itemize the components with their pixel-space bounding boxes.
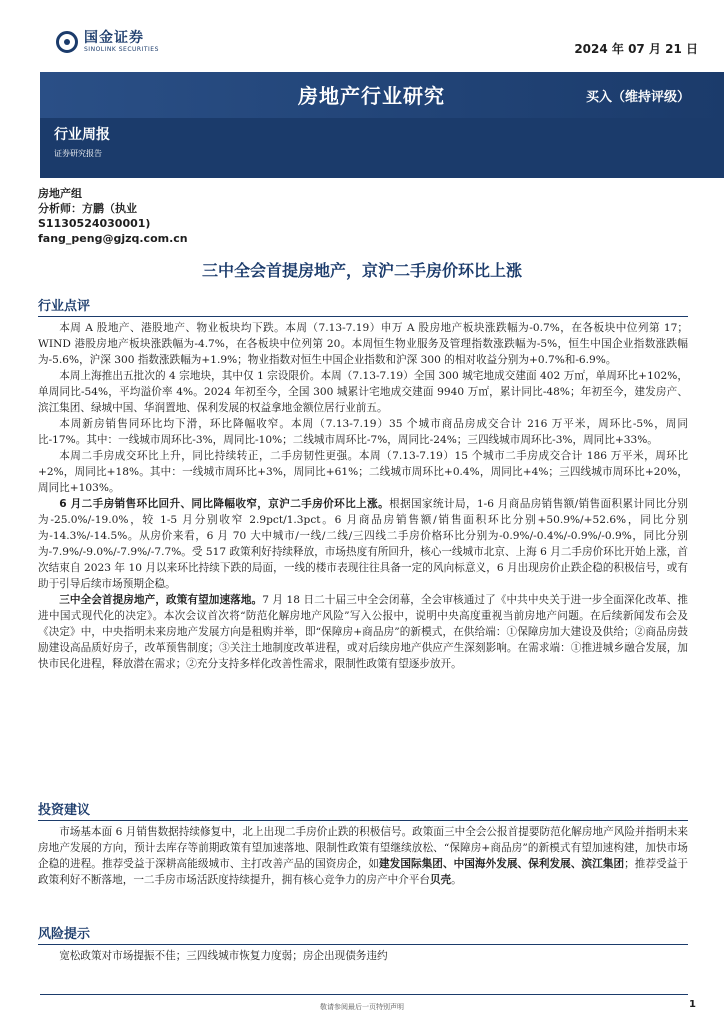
section-divider <box>38 316 688 317</box>
review-paragraph-3: 本周新房销售同环比均下滑，环比降幅收窄。本周（7.13-7.19）35 个城市商品房成交合计 216 万平米，周环比-5%，周同比-17%。其中：一线城市周环比-3%，周同比-10%；二线城市周环比-7%，周同比-24%；三四线城市周环比-3%，周同比+33%。 <box>38 418 688 446</box>
advice-text-2: ；推荐受益于政策利好不断落地，一二手房市场活跃度持续提升，拥有核心竞争力的房产中介平台 <box>38 858 689 886</box>
section-risk <box>38 926 688 964</box>
section-heading-risk: 风险提示 <box>38 927 91 942</box>
review-p5-bold: 6 月二手房销售环比回升、同比降幅收窄，京沪二手房价环比上涨。 <box>59 498 390 510</box>
advice-text-1: 市场基本面 6 月销售数据持续修复中，北上出现二手房价止跌的积极信号。政策面三中全会公报首提要防范化解房地产风险并指明未来房地产发展的方向，预计去库存等前期政策有望加速落地、限制性政策有望继续放松、“保障房+商品房”的新模式有望加速构建，加快市场企稳的进程。推荐受益于深耕高能级城市、主打改善产品的国资房企，如 <box>38 826 688 870</box>
advice-paragraph <box>38 824 688 888</box>
analyst-email: fang_peng@gjzq.com.cn <box>38 232 188 245</box>
review-p6-text: 7 月 18 日二十届三中全会闭幕，全会审核通过了《中共中央关于进一步全面深化改革、推进中国式现代化的决定》。本次会议首次将“防范化解房地产风险”写入公报中，说明中央高度重视当前房地产问题。在后续新闻发布会及《决定》中，中央指明未来房地产发展方向是租购并举，即“保障房+商品房”的新模式，在供给端：①保障房加大建设及供给；②商品房鼓励建设高品质好房子，改革预售制度；③关注土地制度改革进程，或对后续房地产供应产生深刻影响。在需求端：①推进城乡融合发展，加快市民化进程，释放潜在需求；②充分支持多样化改善性需求，限制性政策有望逐步放开。 <box>38 594 688 670</box>
report-date: 2024 年 07 月 21 日 <box>574 42 698 56</box>
analyst-name: 分析师：方鹏（执业 <box>38 202 137 215</box>
report-subtype: 证券研究报告 <box>54 149 102 158</box>
section-divider <box>38 944 688 945</box>
footer-divider <box>40 994 688 995</box>
analyst-info <box>38 186 188 246</box>
footer-disclaimer: 敬请参阅最后一页特别声明 <box>320 1003 404 1011</box>
review-p6-bold: 三中全会首提房地产，政策有望加速落地。 <box>59 594 263 606</box>
report-header <box>0 0 724 178</box>
rating-label: 买入（维持评级） <box>586 90 691 105</box>
section-heading-review: 行业点评 <box>38 299 91 314</box>
review-paragraph-4: 本周二手房成交环比上升，同比持续转正，二手房韧性更强。本周（7.13-7.19）15 个城市二手房成交合计 186 万平米，周环比+2%，周同比+18%。其中：一线城市周环比+3%，周同比+61%；二线城市周环比+0.4%，周同比+4%；三四线城市周环比+20%，周同比+103%。 <box>38 450 688 494</box>
review-p5-text: 根据国家统计局，1-6 月商品房销售额/销售面积累计同比分别为-25.0%/-19.0%，较 1-5 月分别收窄 2.9pct/1.3pct。6 月商品房销售额/销售面积环比分别+50.9%/+52.6%，同比分别为-14.3%/-14.5%。从房价来看，6 月 70 大中城市/一线/二线/三四线二手房价格环比分别为-0.9%/-0.4%/-0.9%/-0.9%，同比分别为-7.9%/-9.0%/-7.9%/-7.7%。受 517 政策利好持续释放，市场热度有所回升，核心一线城市北京、上海 6 月二手房价环比开始上涨，首次结束自 2023 年 10 月以来环比持续下跌的局面，一线的楼市表现往往具备一定的风向标意义，6 月出现房价止跌企稳的积极信号，或有助于引导后续市场预期企稳。 <box>38 498 689 590</box>
section-heading-advice: 投资建议 <box>38 803 91 818</box>
company-logo <box>56 30 159 54</box>
risk-paragraph: 宽松政策对市场提振不佳；三四线城市恢复力度弱；房企出现债务违约 <box>59 950 388 962</box>
report-type: 行业周报 <box>54 127 110 143</box>
advice-text-3: 。 <box>451 874 462 886</box>
report-type-band <box>40 118 724 178</box>
report-title: 房地产行业研究 <box>298 84 445 108</box>
analyst-cert: S1130524030001) <box>38 217 151 230</box>
analyst-group: 房地产组 <box>38 187 82 200</box>
review-paragraph-1: 本周 A 股地产、港股地产、物业板块均下跌。本周（7.13-7.19）申万 A 股房地产板块涨跌幅为-0.7%，在各板块中位列第 17；WIND 港股房地产板块涨跌幅为-4.7%，在各板块中位列第 20。本周恒生物业服务及管理指数涨跌幅为-5%，恒生中国企业指数涨跌幅为-5.6%，沪深 300 指数涨跌幅为+1.9%；物业指数对恒生中国企业指数和沪深 300 的相对收益分别为+0.7%和-6.9%。 <box>38 322 688 366</box>
review-paragraph-2: 本周上海推出五批次的 4 宗地块，其中仅 1 宗设限价。本周（7.13-7.19）全国 300 城宅地成交建面 402 万㎡，单周环比+102%，单周同比-54%，平均溢价率 4%。2024 年初至今，全国 300 城累计宅地成交建面 9940 万㎡，累计同比-48%；年初至今，建发房产、滨江集团、绿城中国、华润置地、保利发展的权益拿地金额位居行业前五。 <box>38 370 688 414</box>
page-number: 1 <box>689 999 696 1010</box>
review-paragraph-5 <box>38 496 688 592</box>
advice-bold-2: 贝壳 <box>429 874 452 886</box>
section-advice <box>38 802 688 888</box>
main-title: 三中全会首提房地产，京沪二手房价环比上涨 <box>201 261 522 280</box>
section-divider <box>38 820 688 821</box>
logo-cn: 国金证券 <box>84 30 144 46</box>
header-left-strip <box>0 0 40 178</box>
logo-text <box>84 30 159 54</box>
section-review <box>38 298 688 672</box>
logo-icon <box>56 31 78 53</box>
review-paragraph-6 <box>38 592 688 672</box>
title-banner <box>40 72 724 118</box>
logo-en: SINOLINK SECURITIES <box>84 46 159 53</box>
advice-bold-1: 建发国际集团、中国海外发展、保利发展、滨江集团 <box>379 858 625 870</box>
